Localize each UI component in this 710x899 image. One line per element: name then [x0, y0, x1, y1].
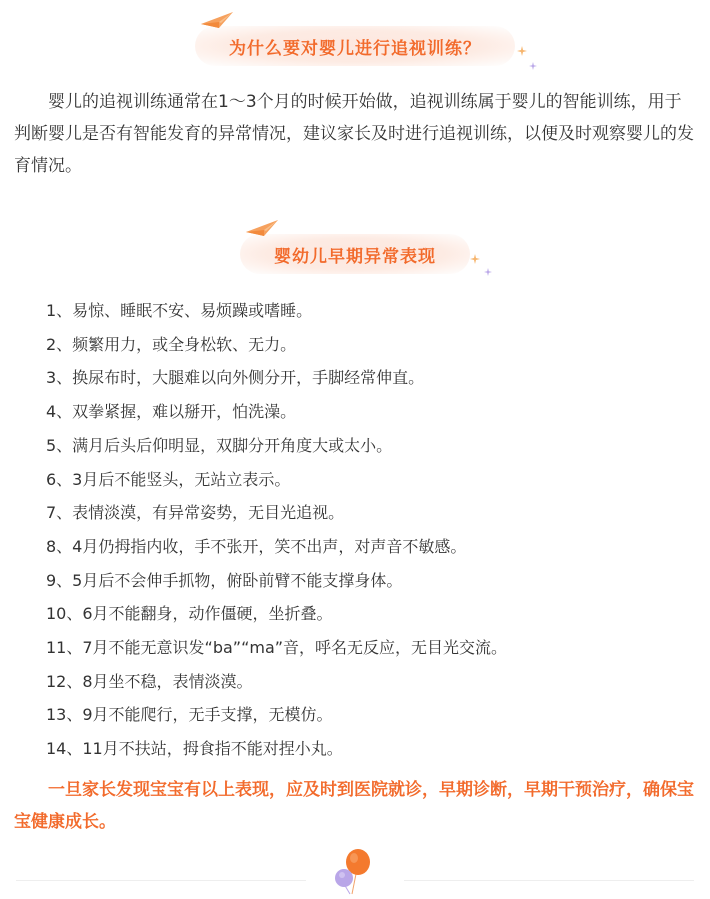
list-item: 7、表情淡漠，有异常姿势，无目光追视。	[46, 503, 345, 523]
paper-plane-icon	[244, 218, 280, 240]
emphasis-paragraph: 一旦家长发现宝宝有以上表现，应及时到医院就诊，早期诊断，早期干预治疗，确保宝宝健康成长。	[14, 780, 694, 832]
section1-paragraph: 婴儿的追视训练通常在1～3个月的时候开始做，追视训练属于婴儿的智能训练，用于判断婴儿是否有智能发育的异常情况，建议家长及时进行追视训练，以便及时观察婴儿的发育情况。	[14, 92, 694, 176]
section2-heading-badge	[240, 234, 470, 274]
list-item: 12、8月坐不稳，表情淡漠。	[46, 671, 253, 691]
list-item: 2、频繁用力，或全身松软、无力。	[46, 334, 297, 354]
section2-heading: 婴幼儿早期异常表现	[274, 246, 436, 267]
section2-heading-wrap	[0, 234, 710, 274]
list-item: 13、9月不能爬行，无手支撑，无模仿。	[46, 705, 333, 725]
sparkle-icon	[517, 46, 527, 56]
footer-divider-left	[16, 880, 306, 881]
sparkle-icon	[470, 254, 480, 264]
list-item: 3、换尿布时，大腿难以向外侧分开，手脚经常伸直。	[46, 368, 425, 388]
list-item: 6、3月后不能竖头，无站立表示。	[46, 469, 291, 489]
section1-heading-wrap	[0, 26, 710, 66]
list-item: 1、易惊、睡眠不安、易烦躁或嗜睡。	[46, 301, 313, 320]
section1-heading-badge	[195, 26, 515, 66]
list-item: 5、满月后头后仰明显，双脚分开角度大或太小。	[46, 435, 393, 455]
paper-plane-icon	[199, 10, 235, 32]
balloons-icon	[332, 848, 376, 896]
sparkle-icon	[484, 268, 492, 276]
list-item: 4、双拳紧握，难以掰开，怕洗澡。	[46, 402, 297, 422]
list-item: 11、7月不能无意识发“ba”“ma”音，呼名无反应，无目光交流。	[46, 638, 508, 658]
section1-heading: 为什么要对婴儿进行追视训练？	[229, 38, 481, 59]
list-item: 10、6月不能翻身，动作僵硬，坐折叠。	[46, 604, 333, 624]
sparkle-icon	[529, 62, 537, 70]
list-item: 8、4月仍拇指内收，手不张开，笑不出声，对声音不敏感。	[46, 536, 467, 556]
list-item: 14、11月不扶站，拇食指不能对捏小丸。	[46, 739, 343, 759]
abnormal-signs-list	[46, 294, 507, 766]
footer-divider-right	[404, 880, 694, 881]
list-item: 9、5月后不会伸手抓物，俯卧前臂不能支撑身体。	[46, 570, 403, 590]
